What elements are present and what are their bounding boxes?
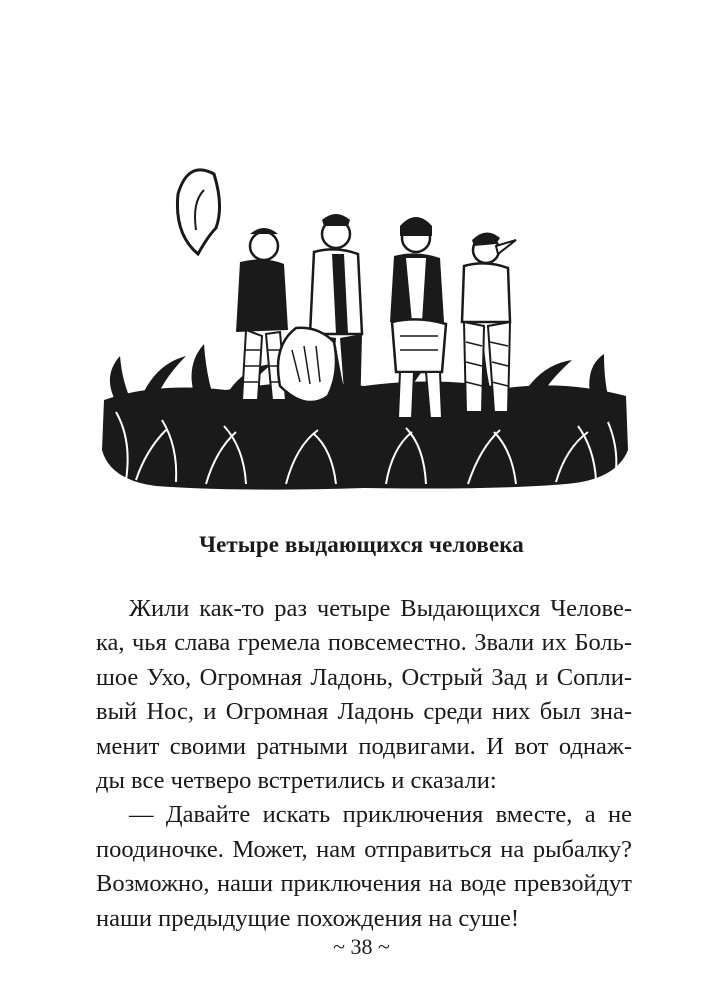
- text-line: ды все четверо встретились и сказали:: [96, 767, 497, 795]
- illustration: [96, 150, 632, 495]
- four-heroes-in-grass-illustration: [96, 150, 632, 495]
- text-line: вый Нос, и Огромная Ладонь среди них был зна-: [96, 698, 632, 726]
- grass-ground: [102, 381, 628, 489]
- body-text: [96, 592, 632, 936]
- text-line: ка, чья слава гремела повсеместно. Звали их Боль-: [96, 629, 632, 657]
- text-line: — Давайте искать приключения вместе, а не: [129, 801, 632, 829]
- page-number: ~ 38 ~: [333, 934, 390, 959]
- text-line: наши предыдущие похождения на суше!: [96, 904, 520, 932]
- text-line: Возможно, наши приключения на воде превзойдут: [96, 870, 632, 898]
- text-line: Жили как-то раз четыре Выдающихся Челове-: [129, 595, 632, 622]
- text-line: шое Ухо, Огромная Ладонь, Острый Зад и Сопли-: [96, 663, 632, 691]
- chapter-title: Четыре выдающихся человека: [199, 532, 524, 557]
- big-palm-figure: [278, 214, 362, 418]
- text-line: поодиночке. Может, нам отправиться на рыбалку?: [96, 835, 632, 863]
- text-line: менит своими ратными подвигами. И вот однаж-: [96, 732, 632, 760]
